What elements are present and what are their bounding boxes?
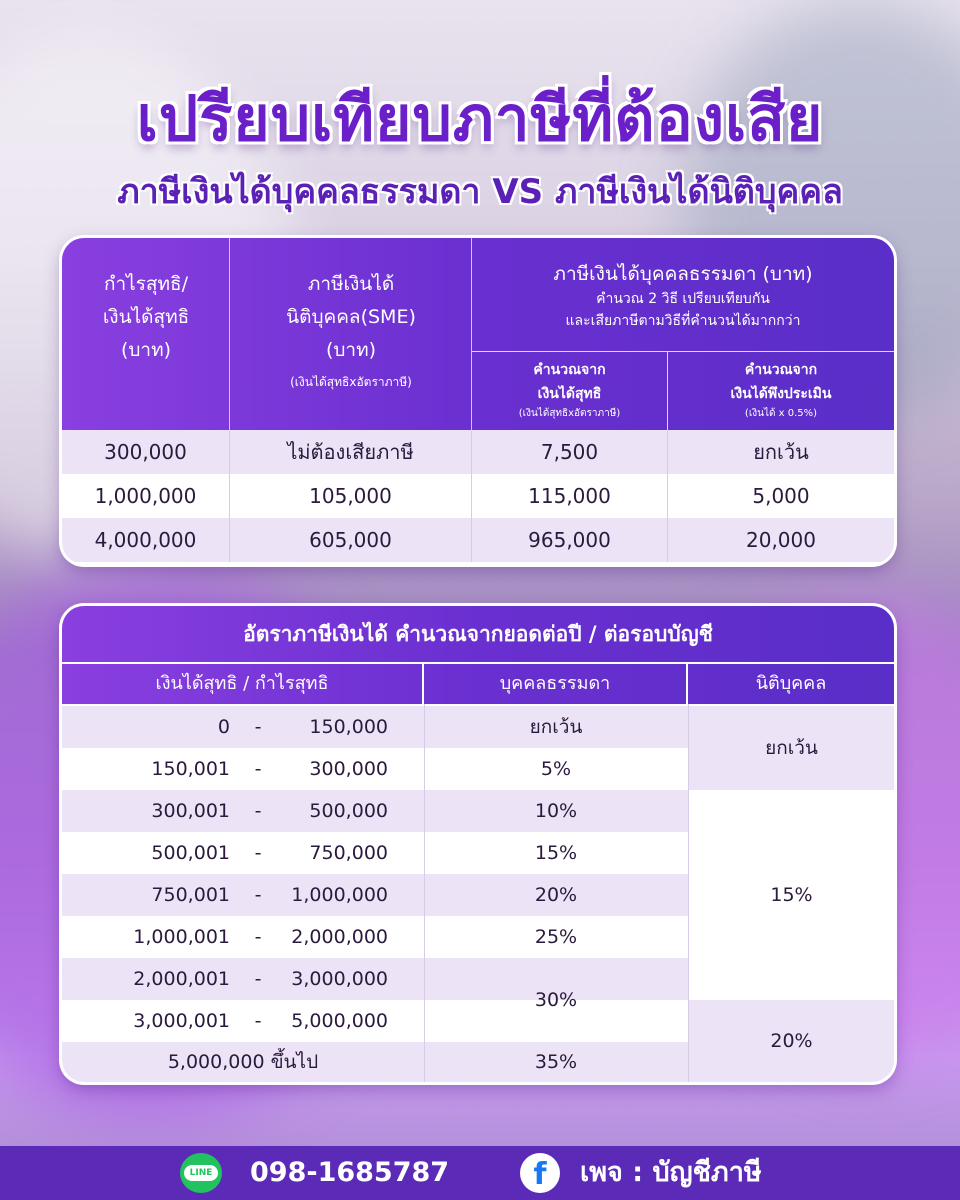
personal-rate: 10%	[534, 800, 578, 822]
personal-rate: ยกเว้น	[529, 716, 583, 738]
header-personal-line2: คำนวณ 2 วิธี เปรียบเทียบกัน	[596, 291, 770, 307]
header-income: เงินได้สุทธิ / กำไรสุทธิ	[62, 664, 424, 704]
bracket-dash: -	[254, 716, 262, 738]
bracket-to: 300,000	[309, 758, 388, 780]
page-title: เปรียบเทียบภาษีที่ต้องเสีย	[136, 82, 824, 155]
header-sub-assessable	[668, 352, 894, 430]
cell-net: 115,000	[472, 474, 668, 518]
rate-table	[62, 606, 894, 1082]
header-sub-assessable-note: (เงินได้ x 0.5%)	[744, 408, 818, 419]
header-juristic-rate: นิติบุคคล	[755, 673, 827, 694]
header-personal-rate: บุคคลธรรมดา	[424, 664, 688, 704]
bracket-from: 500,001	[151, 842, 230, 864]
header-sme-line3: (บาท)	[325, 339, 377, 361]
facebook-icon[interactable]: f	[520, 1153, 560, 1193]
bracket-from: 300,001	[151, 800, 230, 822]
juristic-rate: 20%	[770, 1030, 813, 1052]
table-row	[62, 518, 894, 562]
bracket-dash: -	[254, 800, 262, 822]
cell-profit: 1,000,000	[62, 474, 230, 518]
line-icon-label: LINE	[184, 1165, 218, 1181]
table-row	[62, 474, 894, 518]
header-sme-line1: ภาษีเงินได้	[307, 273, 395, 295]
table-row	[62, 430, 894, 474]
comparison-table	[62, 238, 894, 564]
header-sub-assessable-line1: คำนวณจาก	[744, 362, 818, 378]
line-icon[interactable]	[180, 1153, 222, 1193]
bracket-dash: -	[254, 842, 262, 864]
personal-rate: 15%	[534, 842, 578, 864]
header-profit-line3: (บาท)	[120, 339, 172, 361]
bracket-to: 5,000,000	[291, 1010, 388, 1032]
bracket-from: 1,000,001	[133, 926, 230, 948]
footer-bar	[0, 1146, 960, 1200]
bracket-from: 3,000,001	[133, 1010, 230, 1032]
comparison-table-header	[62, 238, 894, 430]
juristic-rate: ยกเว้น	[765, 737, 818, 759]
bracket-dash: -	[254, 926, 262, 948]
header-personal	[472, 238, 894, 430]
cell-sme: 105,000	[230, 474, 472, 518]
header-sme-note: (เงินได้สุทธิxอัตราภาษี)	[290, 375, 412, 389]
header-sme-line2: นิติบุคคล(SME)	[286, 306, 416, 328]
cell-assessable: ยกเว้น	[753, 440, 809, 464]
header-profit	[62, 238, 230, 430]
bracket-to: 150,000	[309, 716, 388, 738]
bracket-from: 2,000,001	[133, 968, 230, 990]
cell-assessable: 5,000	[752, 484, 810, 508]
header-personal-line3: และเสียภาษีตามวิธีที่คำนวนได้มากกว่า	[565, 313, 801, 329]
cell-sme: ไม่ต้องเสียภาษี	[230, 430, 472, 474]
header-personal-line1: ภาษีเงินได้บุคคลธรรมดา (บาท)	[553, 263, 813, 285]
header-sub-assessable-line2: เงินได้พึงประเมิน	[730, 386, 832, 402]
header-sub-net	[472, 352, 668, 430]
header-sub-net-line1: คำนวณจาก	[533, 362, 606, 378]
personal-rate: 5%	[540, 758, 572, 780]
personal-rate: 35%	[534, 1051, 578, 1073]
header-sme	[230, 238, 472, 430]
page-name[interactable]: เพจ : บัญชีภาษี	[580, 1157, 762, 1188]
personal-rate: 25%	[534, 926, 578, 948]
bracket-from: 0	[217, 716, 230, 738]
bracket-dash: -	[254, 1010, 262, 1032]
bracket-to: 500,000	[309, 800, 388, 822]
bracket-last: 5,000,000 ขึ้นไป	[167, 1051, 319, 1073]
cell-sme: 605,000	[230, 518, 472, 562]
header-profit-line2: เงินได้สุทธิ	[102, 306, 190, 328]
rate-table-header	[62, 664, 894, 704]
cell-net: 7,500	[472, 430, 668, 474]
bracket-from: 750,001	[151, 884, 230, 906]
bracket-dash: -	[254, 968, 262, 990]
page-subtitle: ภาษีเงินได้บุคคลธรรมดา VS ภาษีเงินได้นิติบุคคล	[117, 172, 843, 212]
header-profit-line1: กำไรสุทธิ/	[103, 273, 189, 295]
bracket-to: 750,000	[309, 842, 388, 864]
bracket-from: 150,001	[151, 758, 230, 780]
bracket-dash: -	[254, 758, 262, 780]
rate-table-title: อัตราภาษีเงินได้ คำนวณจากยอดต่อปี / ต่อรอบบัญชี	[62, 606, 894, 662]
personal-rate: 30%	[534, 989, 578, 1011]
personal-rate: 20%	[534, 884, 578, 906]
juristic-rate: 15%	[770, 884, 813, 906]
cell-profit: 300,000	[62, 430, 230, 474]
bracket-to: 1,000,000	[291, 884, 388, 906]
header-sub-net-line2: เงินได้สุทธิ	[537, 386, 602, 402]
bracket-to: 2,000,000	[291, 926, 388, 948]
bracket-to: 3,000,000	[291, 968, 388, 990]
header-sub-net-note: (เงินได้สุทธิxอัตราภาษี)	[518, 408, 621, 419]
phone-number[interactable]: 098-1685787	[250, 1157, 450, 1188]
cell-net: 965,000	[472, 518, 668, 562]
bracket-dash: -	[254, 884, 262, 906]
cell-profit: 4,000,000	[62, 518, 230, 562]
cell-assessable: 20,000	[746, 528, 816, 552]
